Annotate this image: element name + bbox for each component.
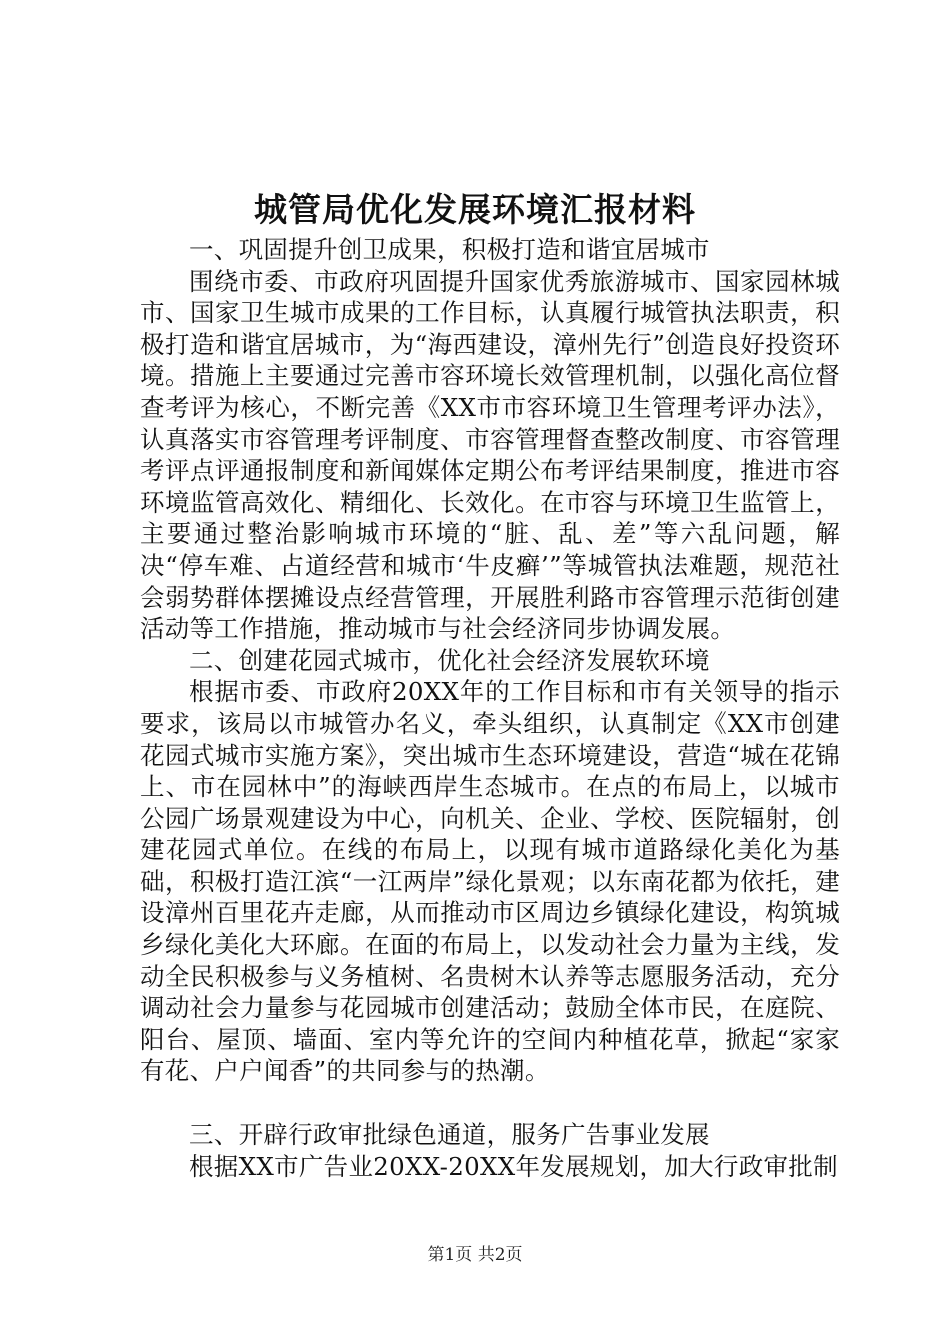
- section-paragraph-1: 围绕市委、市政府巩固提升国家优秀旅游城市、国家园林城市、国家卫生城市成果的工作目标，认真履行城管执法职责，积极打造和谐宜居城市，为“海西建设，漳州先行”创造良好投资环境。措施上主要通过完善市容环境长效管理机制，以强化高位督查考评为核心，不断完善《XX市市容环境卫生管理考评办法》，认真落实市容管理考评制度、市容管理督查整改制度、市容管理考评点评通报制度和新闻媒体定期公布考评结果制度，推进市容环境监管高效化、精细化、长效化。在市容与环境卫生监管上，主要通过整治影响城市环境的“脏、乱、差”等六乱问题，解决“停车难、占道经营和城市‘牛皮癣’”等城管执法难题，规范社会弱势群体摆摊设点经营管理，开展胜利路市容管理示范街创建活动等工作措施，推动城市与社会经济同步协调发展。: [140, 266, 840, 644]
- section-heading-3: 三、开辟行政审批绿色通道，服务广告事业发展: [189, 1120, 710, 1150]
- section-paragraph-2: 根据市委、市政府20XX年的工作目标和市有关领导的指示要求，该局以市城管办名义，牵头组织，认真制定《XX市创建花园式城市实施方案》，突出城市生态环境建设，营造“城在花锦上、市在园林中”的海峡西岸生态城市。在点的布局上，以城市公园广场景观建设为中心，向机关、企业、学校、医院辐射，创建花园式单位。在线的布局上，以现有城市道路绿化美化为基础，积极打造江滨“一江两岸”绿化景观；以东南花都为依托，建设漳州百里花卉走廊，从而推动市区周边乡镇绿化建设，构筑城乡绿化美化大环廊。在面的布局上，以发动社会力量为主线，发动全民积极参与义务植树、名贵树木认养等志愿服务活动，充分调动社会力量参与花园城市创建活动；鼓励全体市民，在庭院、阳台、屋顶、墙面、室内等允许的空间内种植花草，掀起“家家有花、户户闻香”的共同参与的热潮。: [140, 677, 841, 1086]
- document-body: [140, 234, 840, 1182]
- section-heading-2: 二、创建花园式城市，优化社会经济发展软环境: [189, 645, 710, 675]
- document-title: 城管局优化发展环境汇报材料: [254, 190, 696, 229]
- section-heading-1: 一、巩固提升创卫成果，积极打造和谐宜居城市: [189, 235, 710, 264]
- page-number-footer: 第1页 共2页: [427, 1245, 523, 1265]
- section-paragraph-3: 根据XX市广告业20XX-20XX年发展规划，加大行政审批制: [189, 1151, 838, 1181]
